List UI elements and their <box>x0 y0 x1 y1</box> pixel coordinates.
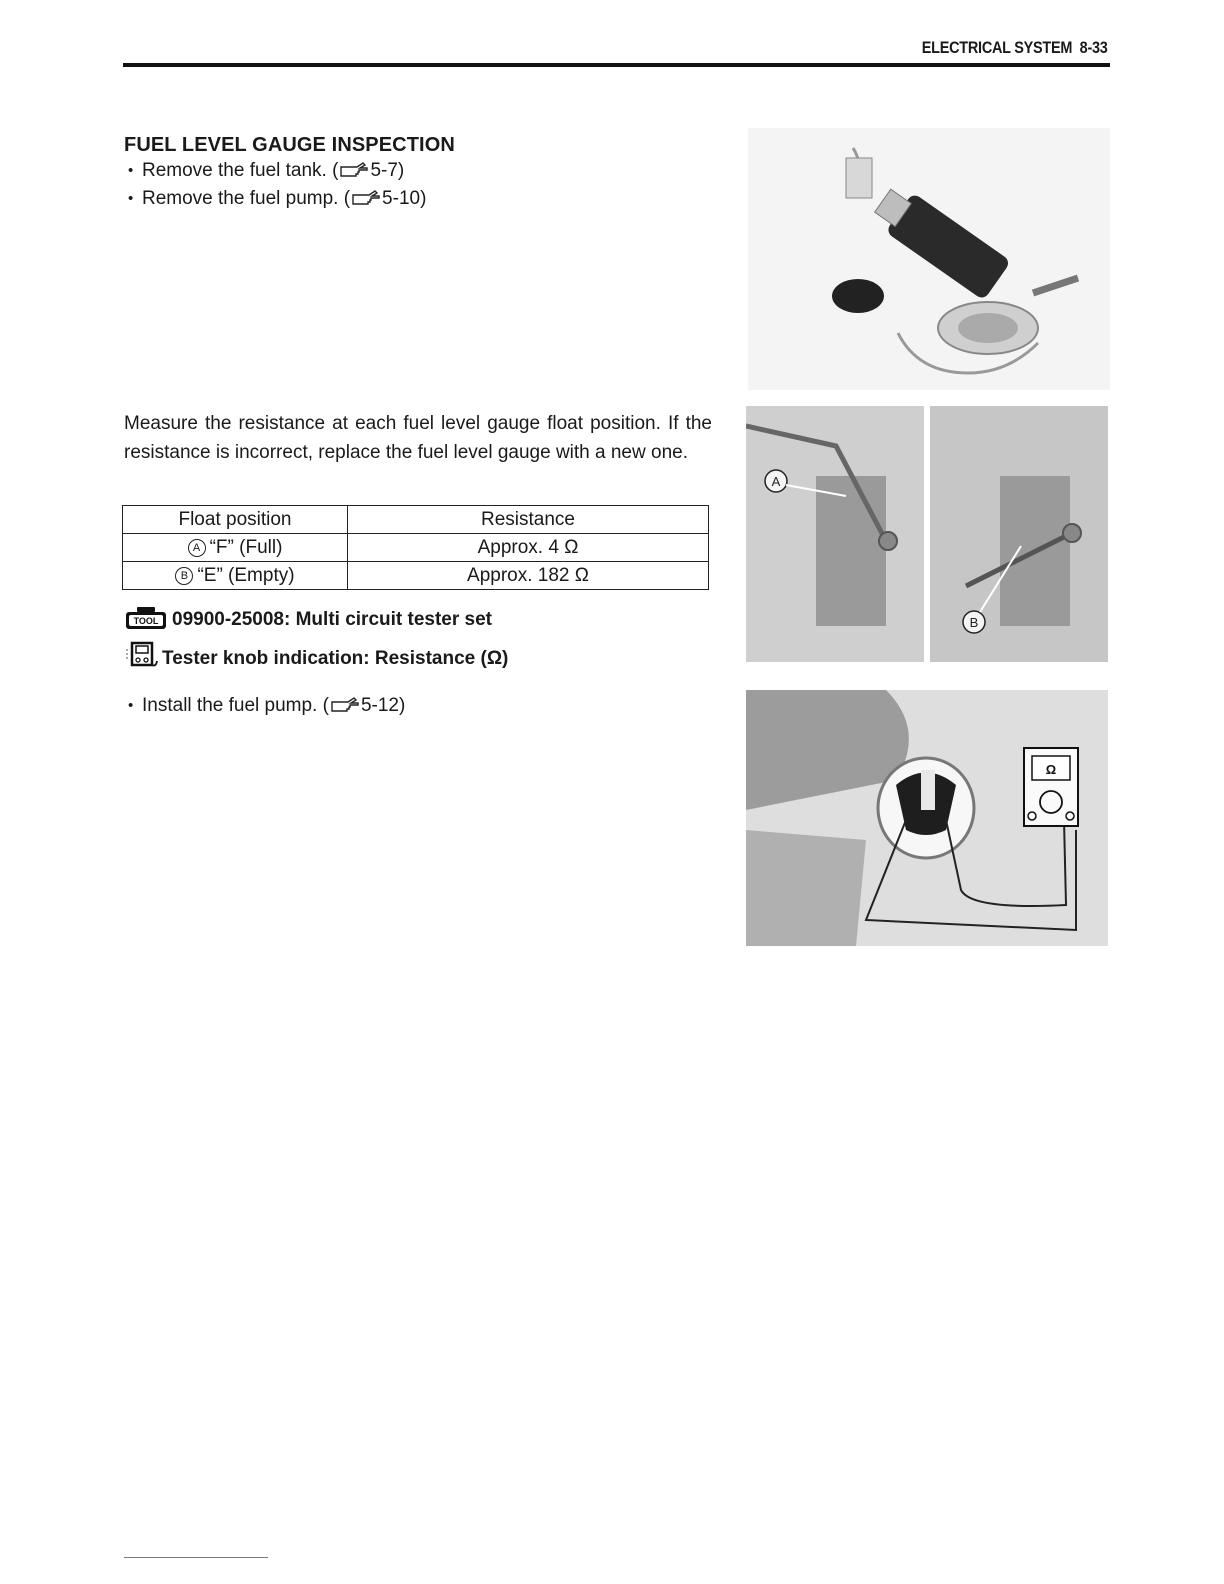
header-rule <box>123 63 1110 67</box>
page-header <box>123 36 1110 66</box>
circled-letter-b: B <box>175 567 193 585</box>
special-tool-line: TOOL 09900-25008: Multi circuit tester set <box>124 606 492 631</box>
table-cell: B “E” (Empty) <box>123 562 348 590</box>
instruction-paragraph: Measure the resistance at each fuel level gauge float position. If the resistance is incorrect, replace the fuel level gauge with a new one. <box>124 413 712 463</box>
float-position-photo <box>746 406 1108 662</box>
table-cell: A “F” (Full) <box>123 534 348 562</box>
label-a: A <box>771 474 781 489</box>
resistance-table <box>122 505 709 590</box>
table-header: Float position <box>123 506 348 534</box>
meter-unit-label: Ω <box>1045 762 1057 777</box>
footer-rule <box>124 1557 268 1558</box>
table-cell: Approx. 4 Ω <box>348 534 709 562</box>
reference-hand-icon <box>351 190 381 206</box>
step-install-fuel-pump: • Install the fuel pump. ( 5-12) <box>128 695 406 716</box>
section-title: FUEL LEVEL GAUGE INSPECTION <box>124 134 455 156</box>
svg-text:TOOL: TOOL <box>133 616 159 626</box>
tester-knob-icon <box>124 641 158 669</box>
reference-hand-icon <box>339 162 369 178</box>
header-title: ELECTRICAL SYSTEM 8-33 <box>922 38 1108 57</box>
label-b: B <box>969 615 979 630</box>
tool-icon <box>124 606 168 630</box>
circled-letter-a: A <box>188 539 206 557</box>
tester-connection-illustration <box>746 690 1108 946</box>
step-remove-fuel-pump: • Remove the fuel pump. ( 5-10) <box>128 188 427 209</box>
table-row <box>123 534 709 562</box>
fuel-pump-illustration <box>748 128 1110 390</box>
reference-hand-icon <box>330 697 360 713</box>
tester-knob-line: Tester knob indication: Resistance (Ω) <box>124 641 508 670</box>
tester-connection-photo <box>746 690 1108 946</box>
table-row <box>123 562 709 590</box>
fuel-pump-photo <box>748 128 1110 390</box>
table-header: Resistance <box>348 506 709 534</box>
table-cell: Approx. 182 Ω <box>348 562 709 590</box>
step-remove-fuel-tank: • Remove the fuel tank. ( 5-7) <box>128 160 405 181</box>
float-position-illustration <box>746 406 1108 662</box>
table-header-row <box>123 506 709 534</box>
